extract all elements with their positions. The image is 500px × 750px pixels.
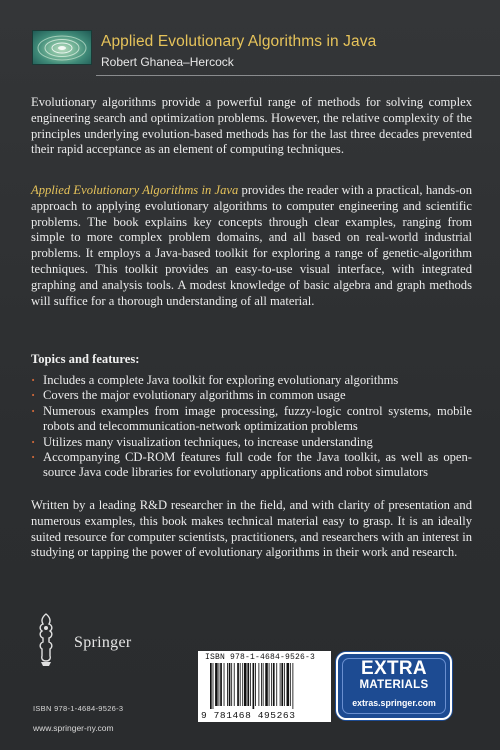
bullet-icon: · — [31, 434, 36, 449]
barcode-bar — [231, 663, 232, 706]
feature-item — [31, 450, 472, 481]
barcode-bar — [227, 663, 228, 706]
feature-text: Covers the major evolutionary algorithms in common usage — [43, 388, 346, 403]
barcode-bar — [273, 663, 275, 706]
barcode-bar — [224, 663, 225, 706]
barcode-bar — [234, 663, 235, 706]
barcode-panel — [198, 651, 331, 722]
barcode-bar — [219, 663, 220, 706]
barcode-bar — [269, 663, 270, 706]
barcode-bar — [237, 663, 239, 706]
barcode-bar — [242, 663, 243, 706]
feature-text: Numerous examples from image processing, fuzzy-logic control systems, mobile robots and telecommunication-network optimization problems — [43, 403, 472, 434]
publisher-name: Springer — [74, 634, 132, 651]
badge-materials-label: MATERIALS — [359, 679, 429, 691]
barcode-bar — [250, 663, 251, 706]
barcode-bar — [271, 663, 272, 706]
extra-materials-badge[interactable] — [336, 652, 452, 720]
barcode-bar — [276, 663, 277, 706]
features-list — [31, 373, 472, 481]
feature-item — [31, 435, 472, 450]
springer-horse-logo-icon — [33, 612, 59, 668]
barcode-bar — [240, 663, 241, 706]
barcode-bar — [287, 663, 290, 706]
description-paragraph-2-text: provides the reader with a practical, hands-on approach to applying evolutionary algorithms to computer engineering and scientific problems. The book explains key concepts through clear examples, ranging from simple to more complex problem domains, and all based on real-world industrial problems. It employs a Java-based toolkit for exploring a range of genetic-algorithm techniques. This toolkit provides an easy-to-use visual interface, with integrated graphing and analysis tools. A modest knowledge of basic algebra and graph methods will suffice for a thorough understanding of all material. — [31, 183, 472, 308]
description-paragraph-1: Evolutionary algorithms provide a powerful range of methods for solving complex engineering search and optimization problems. However, the relative complexity of the principles underlying evolution-based methods has for the last three decades prevented their rapid acceptance as an element of computing techniques. — [31, 95, 472, 157]
barcode-bar — [220, 663, 222, 706]
barcode-bar — [292, 663, 293, 709]
barcode-bar — [263, 663, 264, 706]
book-author: Robert Ghanea–Hercock — [101, 55, 234, 69]
barcode-icon — [210, 663, 320, 709]
description-paragraph-2 — [31, 183, 472, 309]
barcode-bar — [265, 663, 268, 706]
bullet-icon: · — [31, 450, 36, 465]
badge-url: extras.springer.com — [352, 698, 436, 708]
barcode-bar — [213, 663, 214, 709]
book-title-inline: Applied Evolutionary Algorithms in Java — [31, 183, 239, 197]
barcode-bar — [244, 663, 247, 706]
barcode-bar — [247, 663, 249, 706]
barcode-bar — [255, 663, 256, 706]
bullet-icon: · — [31, 403, 36, 418]
bullet-icon: · — [31, 373, 36, 387]
isbn-label: ISBN 978-1-4684-9526-3 — [33, 704, 124, 713]
description-paragraph-3: Written by a leading R&D researcher in the field, and with clarity of presentation and numerous examples, this book makes technical material easy to grasp. It is an ideally suited resource for computer scientists, practitioners, and researchers with an interest in studying or tapping the power of evolutionary algorithms in their work and research. — [31, 498, 472, 560]
feature-item — [31, 404, 472, 435]
barcode-bar — [253, 663, 255, 709]
barcode-bar — [280, 663, 281, 706]
barcode-bar — [261, 663, 262, 706]
barcode-bar — [258, 663, 259, 706]
feature-text: Utilizes many visualization techniques, to increase understanding — [43, 434, 373, 449]
barcode-bar — [284, 663, 285, 706]
badge-extra-label: EXTRA — [361, 658, 427, 679]
barcode-bar — [290, 663, 291, 706]
feature-item — [31, 373, 472, 388]
book-title: Applied Evolutionary Algorithms in Java — [101, 33, 377, 50]
topics-heading: Topics and features: — [31, 352, 140, 366]
barcode-bar — [215, 663, 218, 706]
feature-text: Accompanying CD-ROM features full code for the Java toolkit, as well as open-source Java code libraries for evolutionary applications and robot simulators — [43, 450, 472, 480]
publisher-website-link[interactable]: www.springer-ny.com — [33, 723, 114, 733]
barcode-digits: 9 781468 495263 — [201, 710, 296, 721]
header-divider — [96, 75, 500, 76]
barcode-isbn-text: ISBN 978-1-4684-9526-3 — [205, 653, 316, 662]
feature-text: Includes a complete Java toolkit for exploring evolutionary algorithms — [43, 373, 399, 387]
bullet-icon: · — [31, 388, 36, 403]
barcode-bar — [281, 663, 283, 706]
cover-header — [0, 0, 500, 88]
barcode-bar — [229, 663, 231, 706]
feature-item — [31, 388, 472, 403]
barcode-bar — [210, 663, 212, 709]
swirl-pattern-icon — [32, 30, 92, 65]
